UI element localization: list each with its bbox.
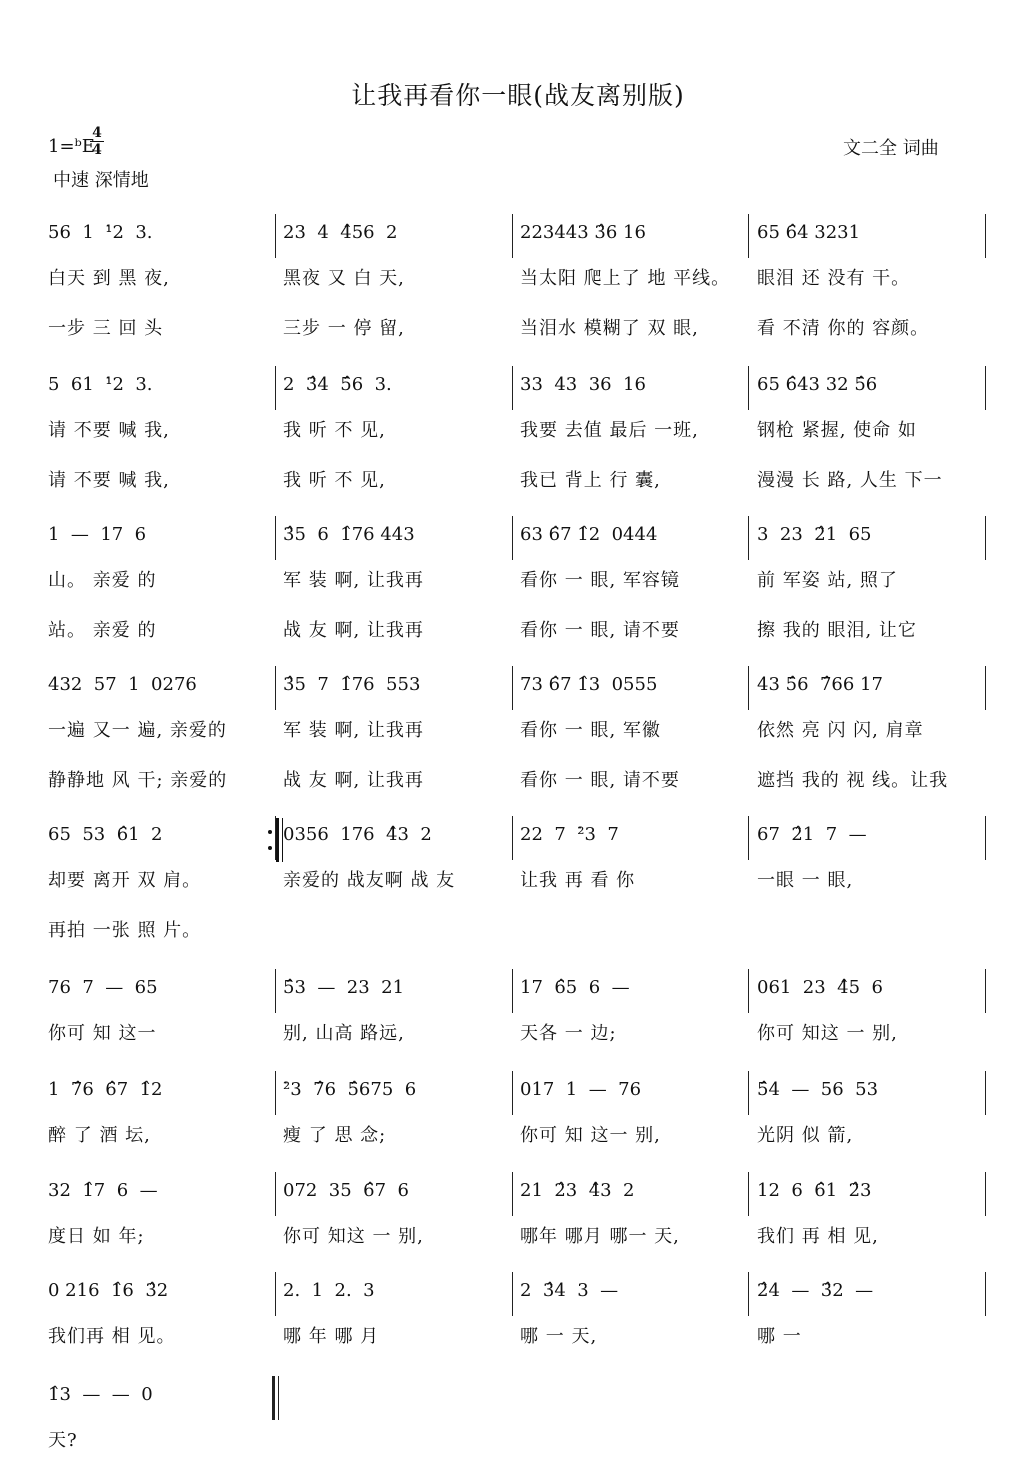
measure-notes: 65 6̂43 32 5̂6 bbox=[757, 374, 878, 395]
lyric-row bbox=[0, 712, 1036, 752]
repeat-thin-line bbox=[282, 818, 283, 862]
lyric-segment: 一遍 又一 遍, 亲爱的 bbox=[48, 720, 227, 741]
barline bbox=[512, 214, 513, 258]
lyric-row bbox=[0, 412, 1036, 452]
lyric-row bbox=[0, 260, 1036, 300]
measure-notes: 12 6 6̂1 2̂3 bbox=[757, 1180, 872, 1201]
lyric-segment: 哪年 哪月 哪一 天, bbox=[520, 1226, 680, 1247]
measure-notes: 2 3̂4 3 — bbox=[520, 1280, 619, 1301]
measure-notes: 1 7̂6 6̂7 1̂2 bbox=[48, 1079, 163, 1100]
notation-row bbox=[0, 1067, 1036, 1117]
lyric-segment: 擦 我的 眼泪, 让它 bbox=[757, 620, 917, 641]
barline bbox=[985, 666, 986, 710]
barline bbox=[748, 666, 749, 710]
measure-notes: 65 6̂4 3231 bbox=[757, 222, 861, 243]
notation-row bbox=[0, 1372, 1036, 1422]
barline bbox=[985, 1272, 986, 1316]
barline bbox=[512, 666, 513, 710]
lyric-segment: 战 友 啊, 让我再 bbox=[283, 620, 424, 641]
lyric-segment: 度日 如 年; bbox=[48, 1226, 145, 1247]
barline bbox=[272, 1376, 275, 1420]
measure-notes: 072 35 6̂7 6 bbox=[283, 1180, 409, 1201]
lyric-segment: 遮挡 我的 视 线。让我 bbox=[757, 770, 949, 791]
lyric-segment: 光阴 似 箭, bbox=[757, 1125, 854, 1146]
measure-notes: 017 1 — 76 bbox=[520, 1079, 642, 1100]
barline bbox=[748, 969, 749, 1013]
lyric-segment: 看你 一 眼, 请不要 bbox=[520, 620, 680, 641]
notation-row bbox=[0, 1168, 1036, 1218]
lyric-segment: 看 不清 你的 容颜。 bbox=[757, 318, 930, 339]
barline bbox=[985, 214, 986, 258]
measure-notes: 56 1 ¹̇2 3. bbox=[48, 222, 153, 243]
key-signature: 1=ᵇE bbox=[48, 136, 95, 157]
lyric-segment: 站。 亲爱 的 bbox=[48, 620, 157, 641]
lyric-segment: 我们 再 相 见, bbox=[757, 1226, 879, 1247]
barline bbox=[512, 1071, 513, 1115]
lyric-segment: 我已 背上 行 囊, bbox=[520, 470, 661, 491]
lyric-segment: 军 装 啊, 让我再 bbox=[283, 720, 424, 741]
barline bbox=[748, 1272, 749, 1316]
measure-notes: 43 5̂6 7̂66 17 bbox=[757, 674, 883, 695]
meter-numerator: 4 bbox=[92, 125, 102, 141]
measure-notes: 32 1̂7 6 — bbox=[48, 1180, 158, 1201]
lyric-row bbox=[0, 1318, 1036, 1358]
barline bbox=[275, 1071, 276, 1115]
measure-notes: 5̂3 — 23 21 bbox=[283, 977, 405, 998]
lyric-row bbox=[0, 912, 1036, 952]
barline bbox=[275, 666, 276, 710]
measure-notes: 21 2̂3 4̂3 2 bbox=[520, 1180, 635, 1201]
lyric-segment: 我 听 不 见, bbox=[283, 420, 386, 441]
barline bbox=[512, 1172, 513, 1216]
lyric-row bbox=[0, 1218, 1036, 1258]
notation-row bbox=[0, 512, 1036, 562]
lyric-row bbox=[0, 462, 1036, 502]
barline bbox=[985, 1071, 986, 1115]
lyric-segment: 一步 三 回 头 bbox=[48, 318, 164, 339]
meter-denominator: 4 bbox=[92, 142, 102, 158]
composer-credit: 文二全 词曲 bbox=[843, 138, 939, 159]
lyric-segment: 亲爱的 战友啊 战 友 bbox=[283, 870, 456, 891]
barline bbox=[748, 816, 749, 860]
lyric-row bbox=[0, 1117, 1036, 1157]
lyric-segment: 我们再 相 见。 bbox=[48, 1326, 176, 1347]
measure-notes: 73 6̂7 1̂3 0555 bbox=[520, 674, 658, 695]
measure-notes: 5 61 ¹̇2 3. bbox=[48, 374, 153, 395]
lyric-segment: 依然 亮 闪 闪, 肩章 bbox=[757, 720, 924, 741]
notation-row bbox=[0, 362, 1036, 412]
barline bbox=[275, 1172, 276, 1216]
measure-notes: 2. 1 2. 3 bbox=[283, 1280, 375, 1301]
measure-notes: 0356 176 4̂3 2 bbox=[283, 824, 432, 845]
measure-notes: 33 43 36 16 bbox=[520, 374, 646, 395]
lyric-segment: 瘦 了 思 念; bbox=[283, 1125, 387, 1146]
measure-notes: 223443 3̂6 16 bbox=[520, 222, 646, 243]
notation-row bbox=[0, 1268, 1036, 1318]
lyric-segment: 当太阳 爬上了 地 平线。 bbox=[520, 268, 731, 289]
lyric-segment: 哪 一 天, bbox=[520, 1326, 598, 1347]
lyric-segment: 再拍 一张 照 片。 bbox=[48, 920, 202, 941]
final-barline-thin bbox=[278, 1376, 279, 1420]
lyric-row bbox=[0, 762, 1036, 802]
repeat-dot bbox=[268, 830, 272, 834]
lyric-segment: 战 友 啊, 让我再 bbox=[283, 770, 424, 791]
barline bbox=[985, 366, 986, 410]
barline bbox=[985, 816, 986, 860]
lyric-segment: 请 不要 喊 我, bbox=[48, 470, 170, 491]
measure-notes: 061 23 4̂5 6 bbox=[757, 977, 883, 998]
notation-row bbox=[0, 662, 1036, 712]
lyric-segment: 让我 再 看 你 bbox=[520, 870, 636, 891]
lyric-row bbox=[0, 310, 1036, 350]
lyric-row bbox=[0, 1015, 1036, 1055]
lyric-segment: 天各 一 边; bbox=[520, 1023, 617, 1044]
measure-notes: 2 3̂4 5̂6 3. bbox=[283, 374, 392, 395]
barline bbox=[275, 969, 276, 1013]
barline bbox=[985, 516, 986, 560]
song-title: 让我再看你一眼(战友离别版) bbox=[351, 81, 685, 110]
lyric-row bbox=[0, 1422, 1036, 1462]
barline bbox=[748, 1071, 749, 1115]
measure-notes: 3̂5 7 1̂76 553 bbox=[283, 674, 421, 695]
barline bbox=[512, 1272, 513, 1316]
barline bbox=[748, 214, 749, 258]
lyric-segment: 军 装 啊, 让我再 bbox=[283, 570, 424, 591]
lyric-segment: 当泪水 模糊了 双 眼, bbox=[520, 318, 699, 339]
measure-notes: 65 53 6̂1 2 bbox=[48, 824, 163, 845]
measure-notes: 23 4 4̂56 2 bbox=[283, 222, 398, 243]
measure-notes: 2̂4 — 3̂2 — bbox=[757, 1280, 874, 1301]
barline bbox=[512, 816, 513, 860]
measure-notes: 1 — 17 6 bbox=[48, 524, 147, 545]
measure-notes: 67 2̂1 7 — bbox=[757, 824, 867, 845]
measure-notes: 5̂4 — 56 53 bbox=[757, 1079, 879, 1100]
barline bbox=[748, 516, 749, 560]
lyric-segment: 醉 了 酒 坛, bbox=[48, 1125, 151, 1146]
lyric-row bbox=[0, 862, 1036, 902]
lyric-segment: 我 听 不 见, bbox=[283, 470, 386, 491]
measure-notes: 0 216 1̂6 3̂2 bbox=[48, 1280, 169, 1301]
barline bbox=[275, 1272, 276, 1316]
barline bbox=[512, 969, 513, 1013]
barline bbox=[985, 969, 986, 1013]
lyric-segment: 却要 离开 双 肩。 bbox=[48, 870, 202, 891]
lyric-segment: 钢枪 紧握, 使命 如 bbox=[757, 420, 917, 441]
lyric-segment: 哪 年 哪 月 bbox=[283, 1326, 380, 1347]
lyric-segment: 白天 到 黑 夜, bbox=[48, 268, 170, 289]
barline bbox=[985, 1172, 986, 1216]
lyric-segment: 你可 知这 一 别, bbox=[757, 1023, 898, 1044]
time-signature bbox=[90, 125, 104, 158]
lyric-segment: 黑夜 又 白 天, bbox=[283, 268, 405, 289]
lyric-row bbox=[0, 562, 1036, 602]
lyric-segment: 你可 知这 一 别, bbox=[283, 1226, 424, 1247]
lyric-segment: 漫漫 长 路, 人生 下一 bbox=[757, 470, 943, 491]
lyric-segment: 看你 一 眼, 请不要 bbox=[520, 770, 680, 791]
tempo-marking: 中速 深情地 bbox=[53, 170, 149, 191]
repeat-thick-line bbox=[276, 818, 279, 862]
barline bbox=[275, 516, 276, 560]
lyric-segment: 山。 亲爱 的 bbox=[48, 570, 157, 591]
lyric-segment: 看你 一 眼, 军容镜 bbox=[520, 570, 680, 591]
barline bbox=[748, 366, 749, 410]
measure-notes: 1̂3 — — 0 bbox=[48, 1384, 153, 1405]
barline bbox=[275, 366, 276, 410]
measure-notes: 22 7 ²̇3 7 bbox=[520, 824, 619, 845]
measure-notes: 3̂5 6 1̂76 443 bbox=[283, 524, 415, 545]
lyric-segment: 我要 去值 最后 一班, bbox=[520, 420, 699, 441]
measure-notes: 63 6̂7 1̂2 0444 bbox=[520, 524, 658, 545]
lyric-segment: 你可 知 这一 bbox=[48, 1023, 157, 1044]
barline bbox=[512, 516, 513, 560]
measure-notes: 76 7 — 65 bbox=[48, 977, 158, 998]
lyric-segment: 静静地 风 干; 亲爱的 bbox=[48, 770, 228, 791]
barline bbox=[275, 214, 276, 258]
lyric-segment: 前 军姿 站, 照了 bbox=[757, 570, 898, 591]
lyric-segment: 三步 一 停 留, bbox=[283, 318, 405, 339]
notation-row bbox=[0, 965, 1036, 1015]
repeat-sign bbox=[272, 818, 282, 862]
lyric-segment: 一眼 一 眼, bbox=[757, 870, 854, 891]
lyric-segment: 你可 知 这一 别, bbox=[520, 1125, 661, 1146]
measure-notes: 17 6̂5 6 — bbox=[520, 977, 630, 998]
measure-notes: 432 57 1 0276 bbox=[48, 674, 197, 695]
measure-notes: ²̇3 7̂6 5̂675 6 bbox=[283, 1079, 417, 1100]
notation-row bbox=[0, 812, 1036, 862]
barline bbox=[512, 366, 513, 410]
lyric-segment: 请 不要 喊 我, bbox=[48, 420, 170, 441]
notation-row bbox=[0, 210, 1036, 260]
lyric-segment: 眼泪 还 没有 干。 bbox=[757, 268, 911, 289]
lyric-segment: 看你 一 眼, 军徽 bbox=[520, 720, 661, 741]
barline bbox=[748, 1172, 749, 1216]
lyric-segment: 哪 一 bbox=[757, 1326, 802, 1347]
lyric-row bbox=[0, 612, 1036, 652]
lyric-segment: 别, 山高 路远, bbox=[283, 1023, 405, 1044]
repeat-dot bbox=[268, 846, 272, 850]
measure-notes: 3 23 2̂1 65 bbox=[757, 524, 872, 545]
lyric-segment: 天? bbox=[48, 1430, 78, 1451]
